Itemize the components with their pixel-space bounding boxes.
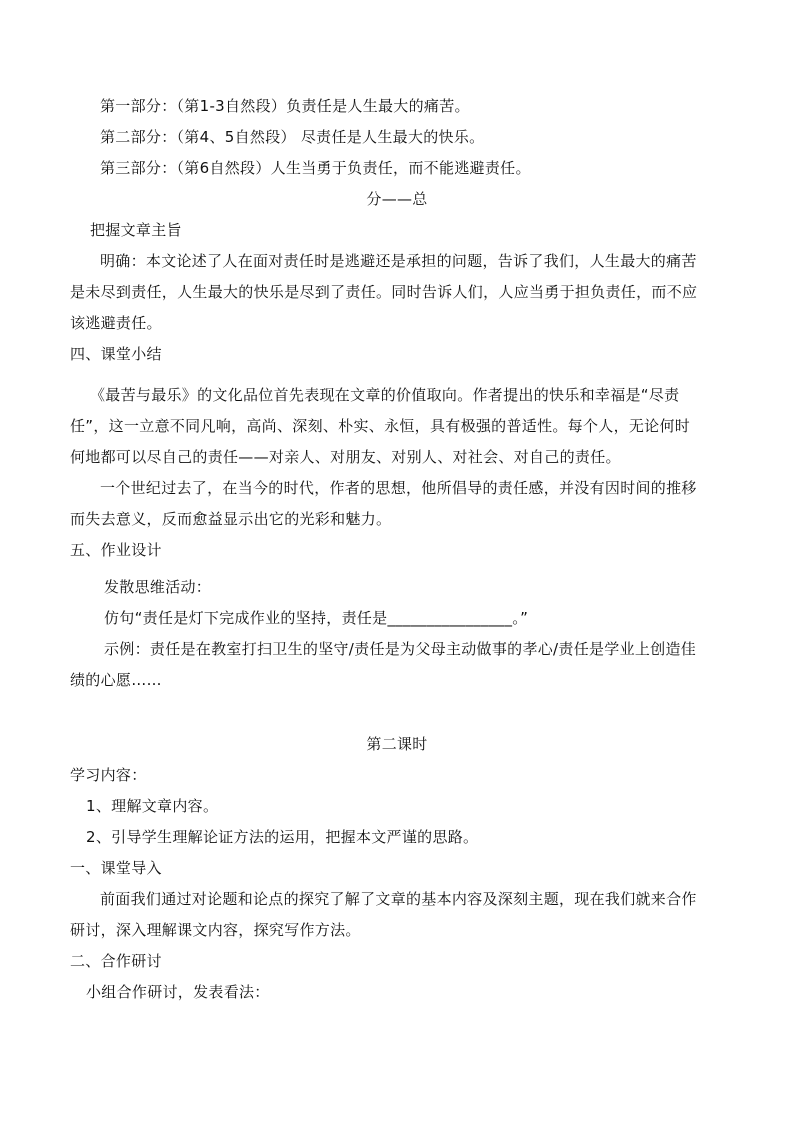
section-heading-intro: 一、课堂导入	[70, 859, 162, 877]
paragraph-line: 该逃避责任。	[70, 314, 162, 332]
structure-note: 分——总	[366, 190, 428, 208]
imitation-sentence: 仿句“责任是灯下完成作业的坚持，责任是________________。”	[104, 609, 529, 627]
discussion-prompt: 小组合作研讨，发表看法：	[86, 983, 270, 1001]
paragraph-line: 是未尽到责任，人生最大的快乐是尽到了责任。同时告诉人们，人应当勇于担负责任，而不应	[70, 283, 698, 301]
paragraph-line: 任”，这一立意不同凡响，高尚、深刻、朴实、永恒，具有极强的普适性。每个人，无论何时	[70, 417, 691, 435]
activity-label: 发散思维活动：	[104, 578, 212, 596]
section-heading-discussion: 二、合作研讨	[70, 952, 162, 970]
section-heading-summary: 四、课堂小结	[70, 345, 162, 363]
paragraph-line: 何地都可以尽自己的责任——对亲人、对朋友、对别人、对社会、对自己的责任。	[70, 448, 621, 466]
paragraph-line: 前面我们通过对论题和论点的探究了解了文章的基本内容及深刻主题，现在我们就来合作	[100, 890, 697, 908]
learning-item: 2、引导学生理解论证方法的运用，把握本文严谨的思路。	[86, 828, 479, 846]
learning-item: 1、理解文章内容。	[86, 797, 219, 815]
paragraph-line: 研讨，深入理解课文内容，探究写作方法。	[70, 921, 361, 939]
paragraph-line: 明确：本文论述了人在面对责任时是逃避还是承担的问题，告诉了我们，人生最大的痛苦	[100, 252, 697, 270]
paragraph-line: 一个世纪过去了，在当今的时代，作者的思想，他所倡导的责任感，并没有因时间的推移	[100, 479, 697, 497]
outline-part-one: 第一部分：（第1-3自然段）负责任是人生最大的痛苦。	[100, 97, 470, 115]
outline-part-three: 第三部分：（第6自然段）人生当勇于负责任，而不能逃避责任。	[100, 159, 531, 177]
example-line: 绩的心愿……	[70, 671, 162, 689]
paragraph-line: 《最苦与最乐》的文化品位首先表现在文章的价值取向。作者提出的快乐和幸福是“尽责	[90, 386, 680, 404]
example-line: 示例：责任是在教室打扫卫生的坚守/责任是为父母主动做事的孝心/责任是学业上创造佳	[104, 640, 697, 658]
section-heading-homework: 五、作业设计	[70, 541, 162, 559]
paragraph-line: 而失去意义，反而愈益显示出它的光彩和魅力。	[70, 510, 392, 528]
lesson-two-title: 第二课时	[366, 735, 428, 753]
section-heading-theme: 把握文章主旨	[90, 221, 182, 239]
learning-content-label: 学习内容：	[70, 766, 147, 784]
outline-part-two: 第二部分：（第4、5自然段） 尽责任是人生最大的快乐。	[100, 128, 485, 146]
